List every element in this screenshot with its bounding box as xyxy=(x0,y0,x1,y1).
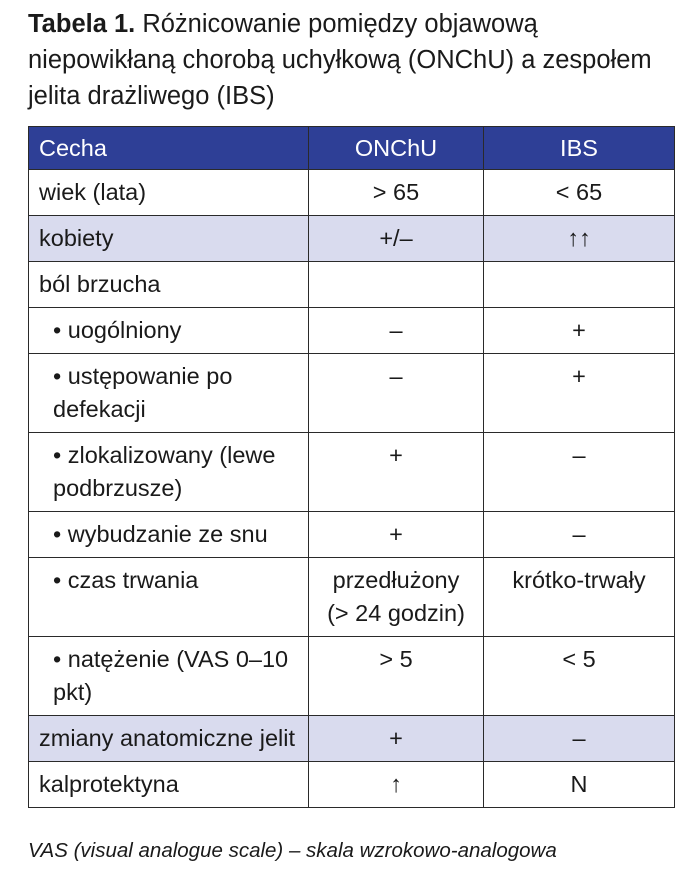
cell-cecha xyxy=(29,354,309,433)
cell-cecha xyxy=(29,308,309,354)
cell-ibs: krótko-trwały xyxy=(484,558,675,637)
cell-onchu: przedłużony (> 24 godzin) xyxy=(309,558,484,637)
cell-cecha xyxy=(29,558,309,637)
cell-ibs: – xyxy=(484,512,675,558)
cell-cecha: ból brzucha xyxy=(29,262,309,308)
header-cecha: Cecha xyxy=(29,127,309,170)
table-row xyxy=(29,354,675,433)
table-row xyxy=(29,433,675,512)
table-row xyxy=(29,716,675,762)
table-row xyxy=(29,308,675,354)
cell-onchu: – xyxy=(309,354,484,433)
cell-cecha: zmiany anatomiczne jelit xyxy=(29,716,309,762)
caption-label: Tabela 1. xyxy=(28,10,136,38)
cell-ibs: – xyxy=(484,716,675,762)
cell-onchu xyxy=(309,262,484,308)
cell-cecha xyxy=(29,433,309,512)
table-row xyxy=(29,262,675,308)
cell-cecha: kobiety xyxy=(29,216,309,262)
header-onchu: ONChU xyxy=(309,127,484,170)
cell-onchu: ↑ xyxy=(309,762,484,808)
cell-cecha: kalprotektyna xyxy=(29,762,309,808)
cell-ibs: – xyxy=(484,433,675,512)
sub-item-label: • zlokalizowany (lewe podbrzusze) xyxy=(53,442,276,501)
cell-onchu: > 5 xyxy=(309,637,484,716)
cell-onchu: + xyxy=(309,716,484,762)
cell-cecha xyxy=(29,512,309,558)
table-footnote: VAS (visual analogue scale) – skala wzrokowo-analogowa xyxy=(28,839,557,862)
sub-item-label: • wybudzanie ze snu xyxy=(53,521,268,547)
cell-onchu: > 65 xyxy=(309,170,484,216)
table-row xyxy=(29,558,675,637)
table-row xyxy=(29,637,675,716)
sub-item-label: • czas trwania xyxy=(53,567,199,593)
comparison-table xyxy=(28,126,675,808)
cell-ibs: ↑↑ xyxy=(484,216,675,262)
cell-cecha: wiek (lata) xyxy=(29,170,309,216)
table-row xyxy=(29,170,675,216)
cell-ibs: + xyxy=(484,308,675,354)
table-row xyxy=(29,512,675,558)
sub-item-label: • natężenie (VAS 0–10 pkt) xyxy=(53,646,289,705)
cell-onchu: +/– xyxy=(309,216,484,262)
caption-text: Różnicowanie pomiędzy objawową niepowikłaną chorobą uchyłkową (ONChU) a zespołem jelita drażliwego (IBS) xyxy=(28,10,652,110)
cell-ibs: + xyxy=(484,354,675,433)
header-row xyxy=(29,127,675,170)
cell-ibs: N xyxy=(484,762,675,808)
cell-ibs xyxy=(484,262,675,308)
table-row xyxy=(29,762,675,808)
header-ibs: IBS xyxy=(484,127,675,170)
cell-ibs: < 5 xyxy=(484,637,675,716)
cell-onchu: + xyxy=(309,433,484,512)
table-caption xyxy=(28,6,678,114)
cell-cecha xyxy=(29,637,309,716)
sub-item-label: • uogólniony xyxy=(53,317,182,343)
cell-onchu: – xyxy=(309,308,484,354)
cell-onchu: + xyxy=(309,512,484,558)
cell-ibs: < 65 xyxy=(484,170,675,216)
sub-item-label: • ustępowanie po defekacji xyxy=(53,363,233,422)
table-row xyxy=(29,216,675,262)
